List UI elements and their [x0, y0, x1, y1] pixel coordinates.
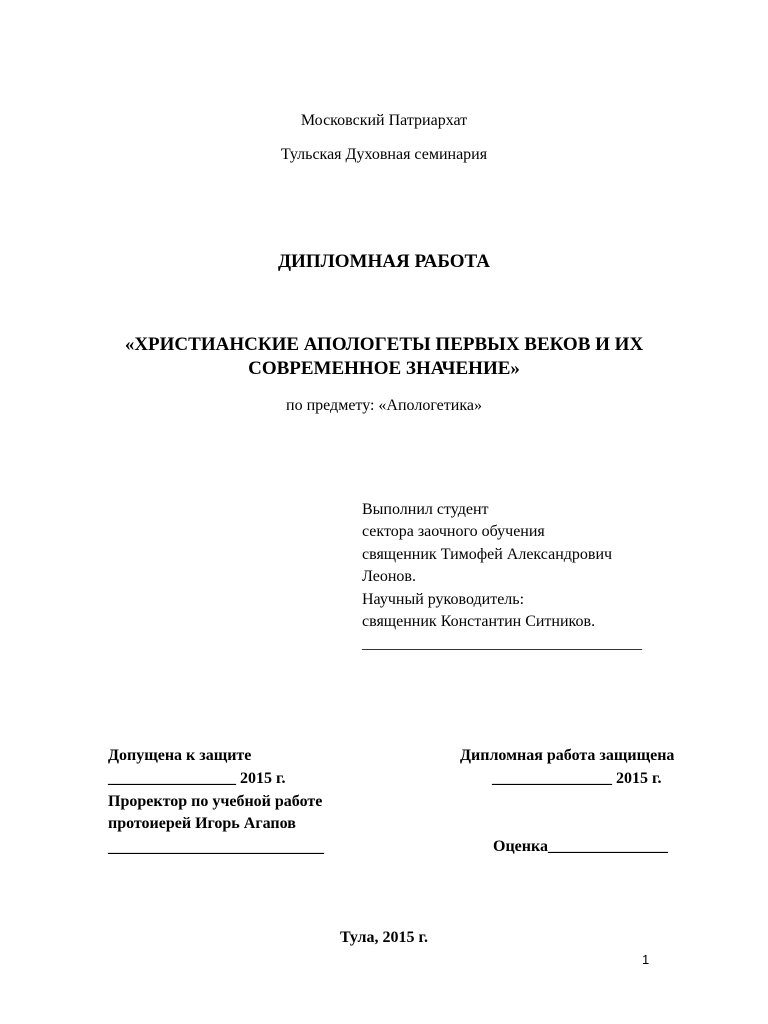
- vice-rector-name: протоиерей Игорь Агапов: [108, 815, 296, 832]
- grade-field: Оценка_______________: [493, 838, 668, 855]
- supervisor-name: священник Константин Ситников.: [362, 613, 596, 630]
- admission-label: Допущена к защите: [108, 747, 252, 764]
- admission-date: ________________ 2015 г.: [108, 770, 286, 787]
- document-type: ДИПЛОМНАЯ РАБОТА: [277, 251, 491, 272]
- signature-line: ___________________________________: [362, 635, 642, 652]
- supervisor-label: Научный руководитель:: [362, 591, 525, 608]
- vice-rector-title: Проректор по учебной работе: [108, 793, 323, 810]
- author-line: Выполнил студент: [362, 501, 489, 518]
- defense-date: _______________ 2015 г.: [492, 770, 662, 787]
- thesis-title-line-1: «ХРИСТИАНСКИЕ АПОЛОГЕТЫ ПЕРВЫХ ВЕКОВ И ИХ: [124, 334, 644, 355]
- author-line: Леонов.: [362, 568, 416, 585]
- defense-label: Дипломная работа защищена: [460, 747, 675, 764]
- author-line: сектора заочного обучения: [362, 523, 545, 540]
- page-number: 1: [642, 952, 650, 967]
- header-patriarchate: Московский Патриархат: [300, 112, 468, 129]
- thesis-title-line-2: СОВРЕМЕННОЕ ЗНАЧЕНИЕ»: [248, 358, 520, 379]
- city-year: Тула, 2015 г.: [340, 929, 428, 946]
- header-seminary: Тульская Духовная семинария: [280, 146, 488, 163]
- subject-line: по предмету: «Апологетика»: [286, 397, 482, 414]
- author-line: священник Тимофей Александрович: [362, 546, 613, 563]
- vice-rector-signature-line: ___________________________: [108, 839, 324, 856]
